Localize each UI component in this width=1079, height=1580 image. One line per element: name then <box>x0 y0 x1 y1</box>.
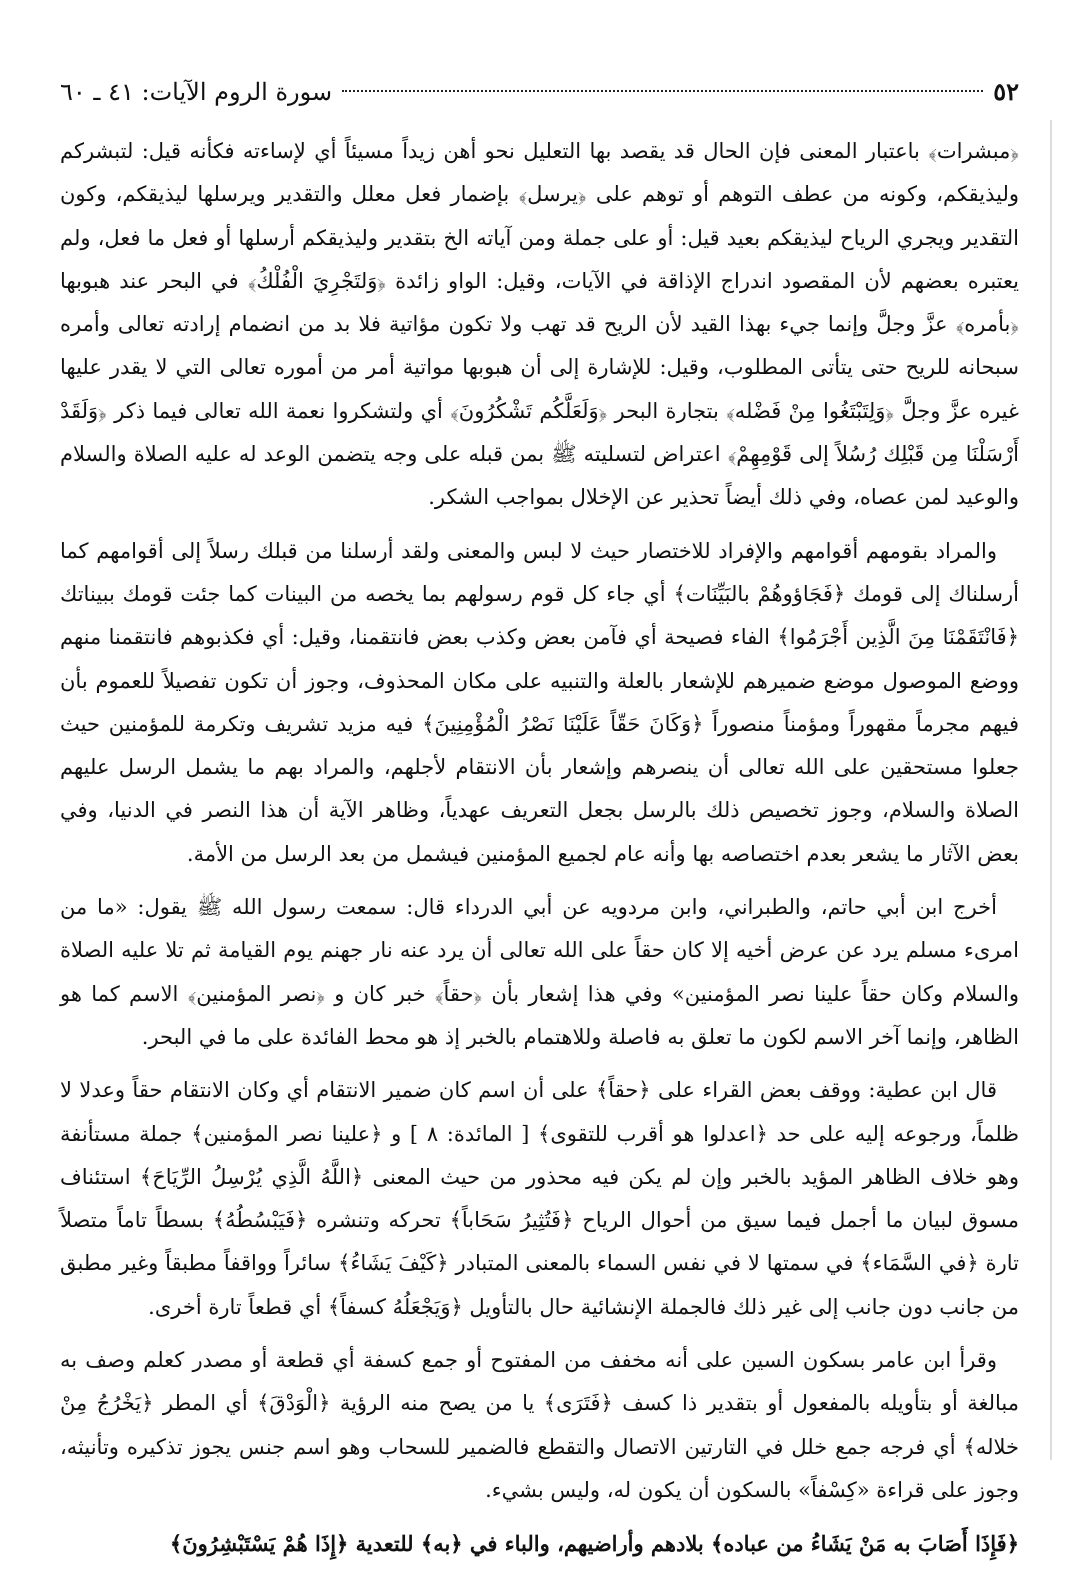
margin-rule <box>1050 120 1052 1460</box>
last-line: ﴿فَإِذَا أَصَابَ به مَنْ يَشَاءُ من عباده﴾ بلادهم وأراضيهم، والباء في ﴿به﴾ للتعدية ﴿إِذَا هُمْ يَسْتَبْشِرُونَ﴾ <box>169 1531 1019 1557</box>
paragraph-4: قال ابن عطية: ووقف بعض القراء على ﴿حقاً﴾ على أن اسم كان ضمير الانتقام أي وكان الانتقام حقاً وعدلا لا ظلماً، ورجوعه إليه على حد ﴿اعدلوا هو أقرب للتقوى﴾ [ المائدة: ٨ ] و ﴿علينا نصر المؤمنين﴾ جملة مستأنفة وهو خلاف الظاهر المؤيد بالخبر وإن لم يكن فيه محذور من حيث المعنى ﴿اللَّهُ الَّذِي يُرْسِلُ الرِّيَاحَ﴾ استئناف مسوق لبيان ما أجمل فيما سيق من أحوال الرياح ﴿فَتُثِيرُ سَحَاباً﴾ تحركه وتنشره ﴿فَيَبْسُطُهُ﴾ بسطاً تاماً متصلاً تارة ﴿في السَّمَاء﴾ في سمتها لا في نفس السماء بالمعنى المتبادر ﴿كَيْفَ يَشَاءُ﴾ سائراً وواقفاً مطبقاً وغير مطبق من جانب دون جانب إلى غير ذلك فالجملة الإنشائية حال بالتأويل ﴿وَيَجْعَلُهُ كسفاً﴾ أي قطعاً تارة أخرى. <box>60 1078 1020 1319</box>
paragraph-3: أخرج ابن أبي حاتم، والطبراني، وابن مردويه عن أبي الدرداء قال: سمعت رسول الله ﷺ يقول: «ما من امرىء مسلم يرد عن عرض أخيه إلا كان حقاً على الله تعالى أن يرد عنه نار جهنم يوم القيامة ثم تلا عليه الصلاة والسلام وكان حقاً علينا نصر المؤمنين» وفي هذا إشعار بأن ﴿حقاً﴾ خبر كان و ﴿نصر المؤمنين﴾ الاسم كما هو الظاهر، وإنما آخر الاسم لكون ما تعلق به فاصلة وللاهتمام بالخبر إذ هو محط الفائدة على ما في البحر. <box>60 895 1019 1049</box>
body-text <box>60 130 1019 1566</box>
running-title: سورة الروم الآيات: ٤١ ـ ٦٠ <box>60 78 333 106</box>
paragraph-1: ﴿مبشرات﴾ باعتبار المعنى فإن الحال قد يقصد بها التعليل نحو أهن زيداً مسيئاً أي لإساءته فكأنه قيل: لتبشركم وليذيقكم، وكونه من عطف التوهم أو توهم على ﴿يرسل﴾ بإضمار فعل معلل والتقدير ويرسلها ليذيقكم، وكون التقدير ويجري الرياح ليذيقكم بعيد قيل: أو على جملة ومن آياته الخ بتقدير وليذيقكم أرسلها أو فعل ما فعل، ولم يعتبره بعضهم لأن المقصود اندراج الإذاقة في الآيات، وقيل: الواو زائدة ﴿وَلتَجْرِيَ الْفُلْكُ﴾ في البحر عند هبوبها ﴿بأمره﴾ عزَّ وجلَّ وإنما جيء بهذا القيد لأن الريح قد تهب ولا تكون مؤاتية فلا بد من انضمام إرادته تعالى وأمره سبحانه للريح حتى يتأتى المطلوب، وقيل: للإشارة إلى أن هبوبها مواتية أمر من أموره تعالى التي لا يقدر عليها غيره عزَّ وجلَّ ﴿وَلِتَبْتَغُوا مِنْ فَضْله﴾ بتجارة البحر ﴿وَلَعَلَّكُم تَشْكُرُونَ﴾ أي ولتشكروا نعمة الله تعالى فيما ذكر ﴿وَلَقَدْ أَرْسَلْنَا مِن قَبْلِك رُسُلاً إلى قَوْمِهِمْ﴾ اعتراض لتسليته ﷺ بمن قبله على وجه يتضمن الوعد له عليه الصلاة والسلام والوعيد لمن عصاه، وفي ذلك أيضاً تحذير عن الإخلال بمواجب الشكر. <box>60 139 1019 510</box>
page-number: ٥٢ <box>993 77 1019 106</box>
paragraph-5: وقرأ ابن عامر بسكون السين على أنه مخفف من المفتوح أو جمع كسفة أي قطعة أو مصدر كعلم وصف به مبالغة أو بتأويله بالمفعول أو بتقدير ذا كسف ﴿فَتَرَى﴾ يا من يصح منه الرؤية ﴿الْوَدْقَ﴾ أي المطر ﴿يَخْرُجُ مِنْ خلاله﴾ أي فرجه جمع خلل في التارتين الاتصال والتقطع فالضمير للسحاب وهو اسم جنس يجوز تذكيره وتأنيثه، وجوز على قراءة «كِسْفاً» بالسكون أن يكون له، وليس بشيء. <box>60 1348 1019 1502</box>
paragraph-2: والمراد بقومهم أقوامهم والإفراد للاختصار حيث لا لبس والمعنى ولقد أرسلنا من قبلك رسلاً إلى أقوامهم كما أرسلناك إلى قومك ﴿فَجَاؤوهُمْ بالبَيِّنَات﴾ أي جاء كل قوم رسولهم بما يخصه من البينات كما جئت قومك ببيناتك ﴿فَانْتَقَمْنَا مِنَ الَّذِين أَجْرَمُوا﴾ الفاء فصيحة أي فآمن بعض وكذب بعض فانتقمنا، وقيل: أي فكذبوهم فانتقمنا منهم ووضع الموصول موضع ضميرهم للإشعار بالعلة والتنبيه على مكان المحذوف، وجوز أن تكون تفصيلاً للعموم بأن فيهم مجرماً مقهوراً ومؤمناً منصوراً ﴿وَكَانَ حَقّاً عَلَيْنَا نَصْرُ الْمُؤْمِنِينَ﴾ فيه مزيد تشريف وتكرمة للمؤمنين حيث جعلوا مستحقين على الله تعالى أن ينصرهم وإشعار بأن الانتقام لأجلهم، والمراد بهم ما يشمل الرسل عليهم الصلاة والسلام، وجوز تخصيص ذلك بالرسل بجعل التعريف عهدياً، وظاهر الآية أن هذا النصر في الدنيا، وفي بعض الآثار ما يشعر بعدم اختصاصه بها وأنه عام لجميع المؤمنين فيشمل من بعد الرسل من الأمة. <box>60 538 1019 866</box>
running-head <box>60 70 1019 114</box>
dotted-leader <box>342 90 983 92</box>
